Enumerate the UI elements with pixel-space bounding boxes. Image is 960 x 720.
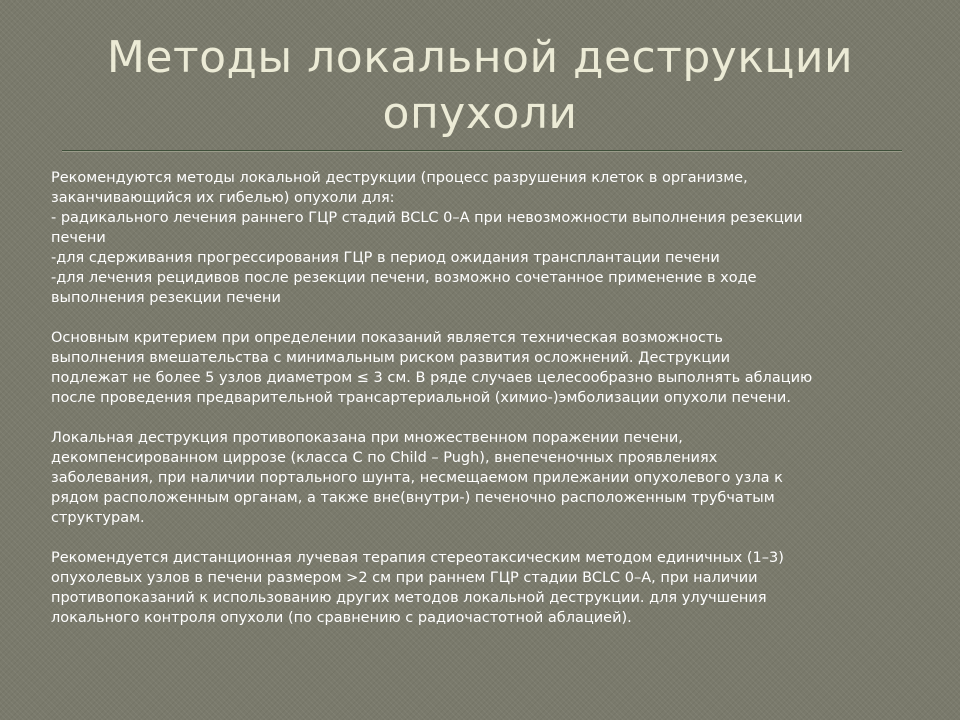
paragraph-indications bbox=[51, 168, 911, 308]
slide-title bbox=[40, 30, 920, 142]
text-line: выполнения вмешательства с минимальным риском развития осложнений. Деструкции bbox=[51, 350, 731, 366]
text-line: Локальная деструкция противопоказана при множественном поражении печени, bbox=[51, 430, 683, 446]
text-line: -для сдерживания прогрессирования ГЦР в период ожидания трансплантации печени bbox=[51, 250, 720, 266]
paragraph-gap bbox=[51, 528, 911, 548]
slide-title-line-2: опухоли bbox=[382, 88, 578, 139]
text-line: противопоказаний к использованию других методов локальной деструкции. для улучшения bbox=[51, 590, 767, 606]
text-line: печени bbox=[51, 230, 106, 246]
text-line: Рекомендуются методы локальной деструкции (процесс разрушения клеток в организме, bbox=[51, 170, 748, 186]
paragraph-gap bbox=[51, 308, 911, 328]
text-line: Рекомендуется дистанционная лучевая терапия стереотаксическим методом единичных (1–3) bbox=[51, 550, 784, 566]
text-line: декомпенсированном циррозе (класса C по Child – Pugh), внепеченочных проявлениях bbox=[51, 450, 718, 466]
text-line: заболевания, при наличии портального шунта, несмещаемом прилежании опухолевого узла к bbox=[51, 470, 783, 486]
text-line: подлежат не более 5 узлов диаметром ≤ 3 см. В ряде случаев целесообразно выполнять аблацию bbox=[51, 370, 813, 386]
slide-title-line-1: Методы локальной деструкции bbox=[106, 32, 854, 83]
text-line: - радикального лечения раннего ГЦР стадий BCLC 0–A при невозможности выполнения резекции bbox=[51, 210, 803, 226]
paragraph-criteria bbox=[51, 328, 911, 408]
paragraph-contraindications bbox=[51, 428, 911, 528]
text-line: рядом расположенным органам, а также вне(внутри-) печеночно расположенным трубчатым bbox=[51, 490, 775, 506]
text-line: структурам. bbox=[51, 510, 145, 526]
slide-body bbox=[51, 168, 911, 628]
text-line: заканчивающийся их гибелью) опухоли для: bbox=[51, 190, 395, 206]
text-line: Основным критерием при определении показаний является техническая возможность bbox=[51, 330, 723, 346]
paragraph-radiotherapy bbox=[51, 548, 911, 628]
title-divider bbox=[62, 150, 902, 152]
text-line: -для лечения рецидивов после резекции печени, возможно сочетанное применение в ходе bbox=[51, 270, 757, 286]
text-line: опухолевых узлов в печени размером >2 см при раннем ГЦР стадии BCLC 0–A, при наличии bbox=[51, 570, 758, 586]
paragraph-gap bbox=[51, 408, 911, 428]
text-line: выполнения резекции печени bbox=[51, 290, 281, 306]
text-line: локального контроля опухоли (по сравнению с радиочастотной аблацией). bbox=[51, 610, 632, 626]
text-line: после проведения предварительной трансартериальной (химио-)эмболизации опухоли печени. bbox=[51, 390, 791, 406]
